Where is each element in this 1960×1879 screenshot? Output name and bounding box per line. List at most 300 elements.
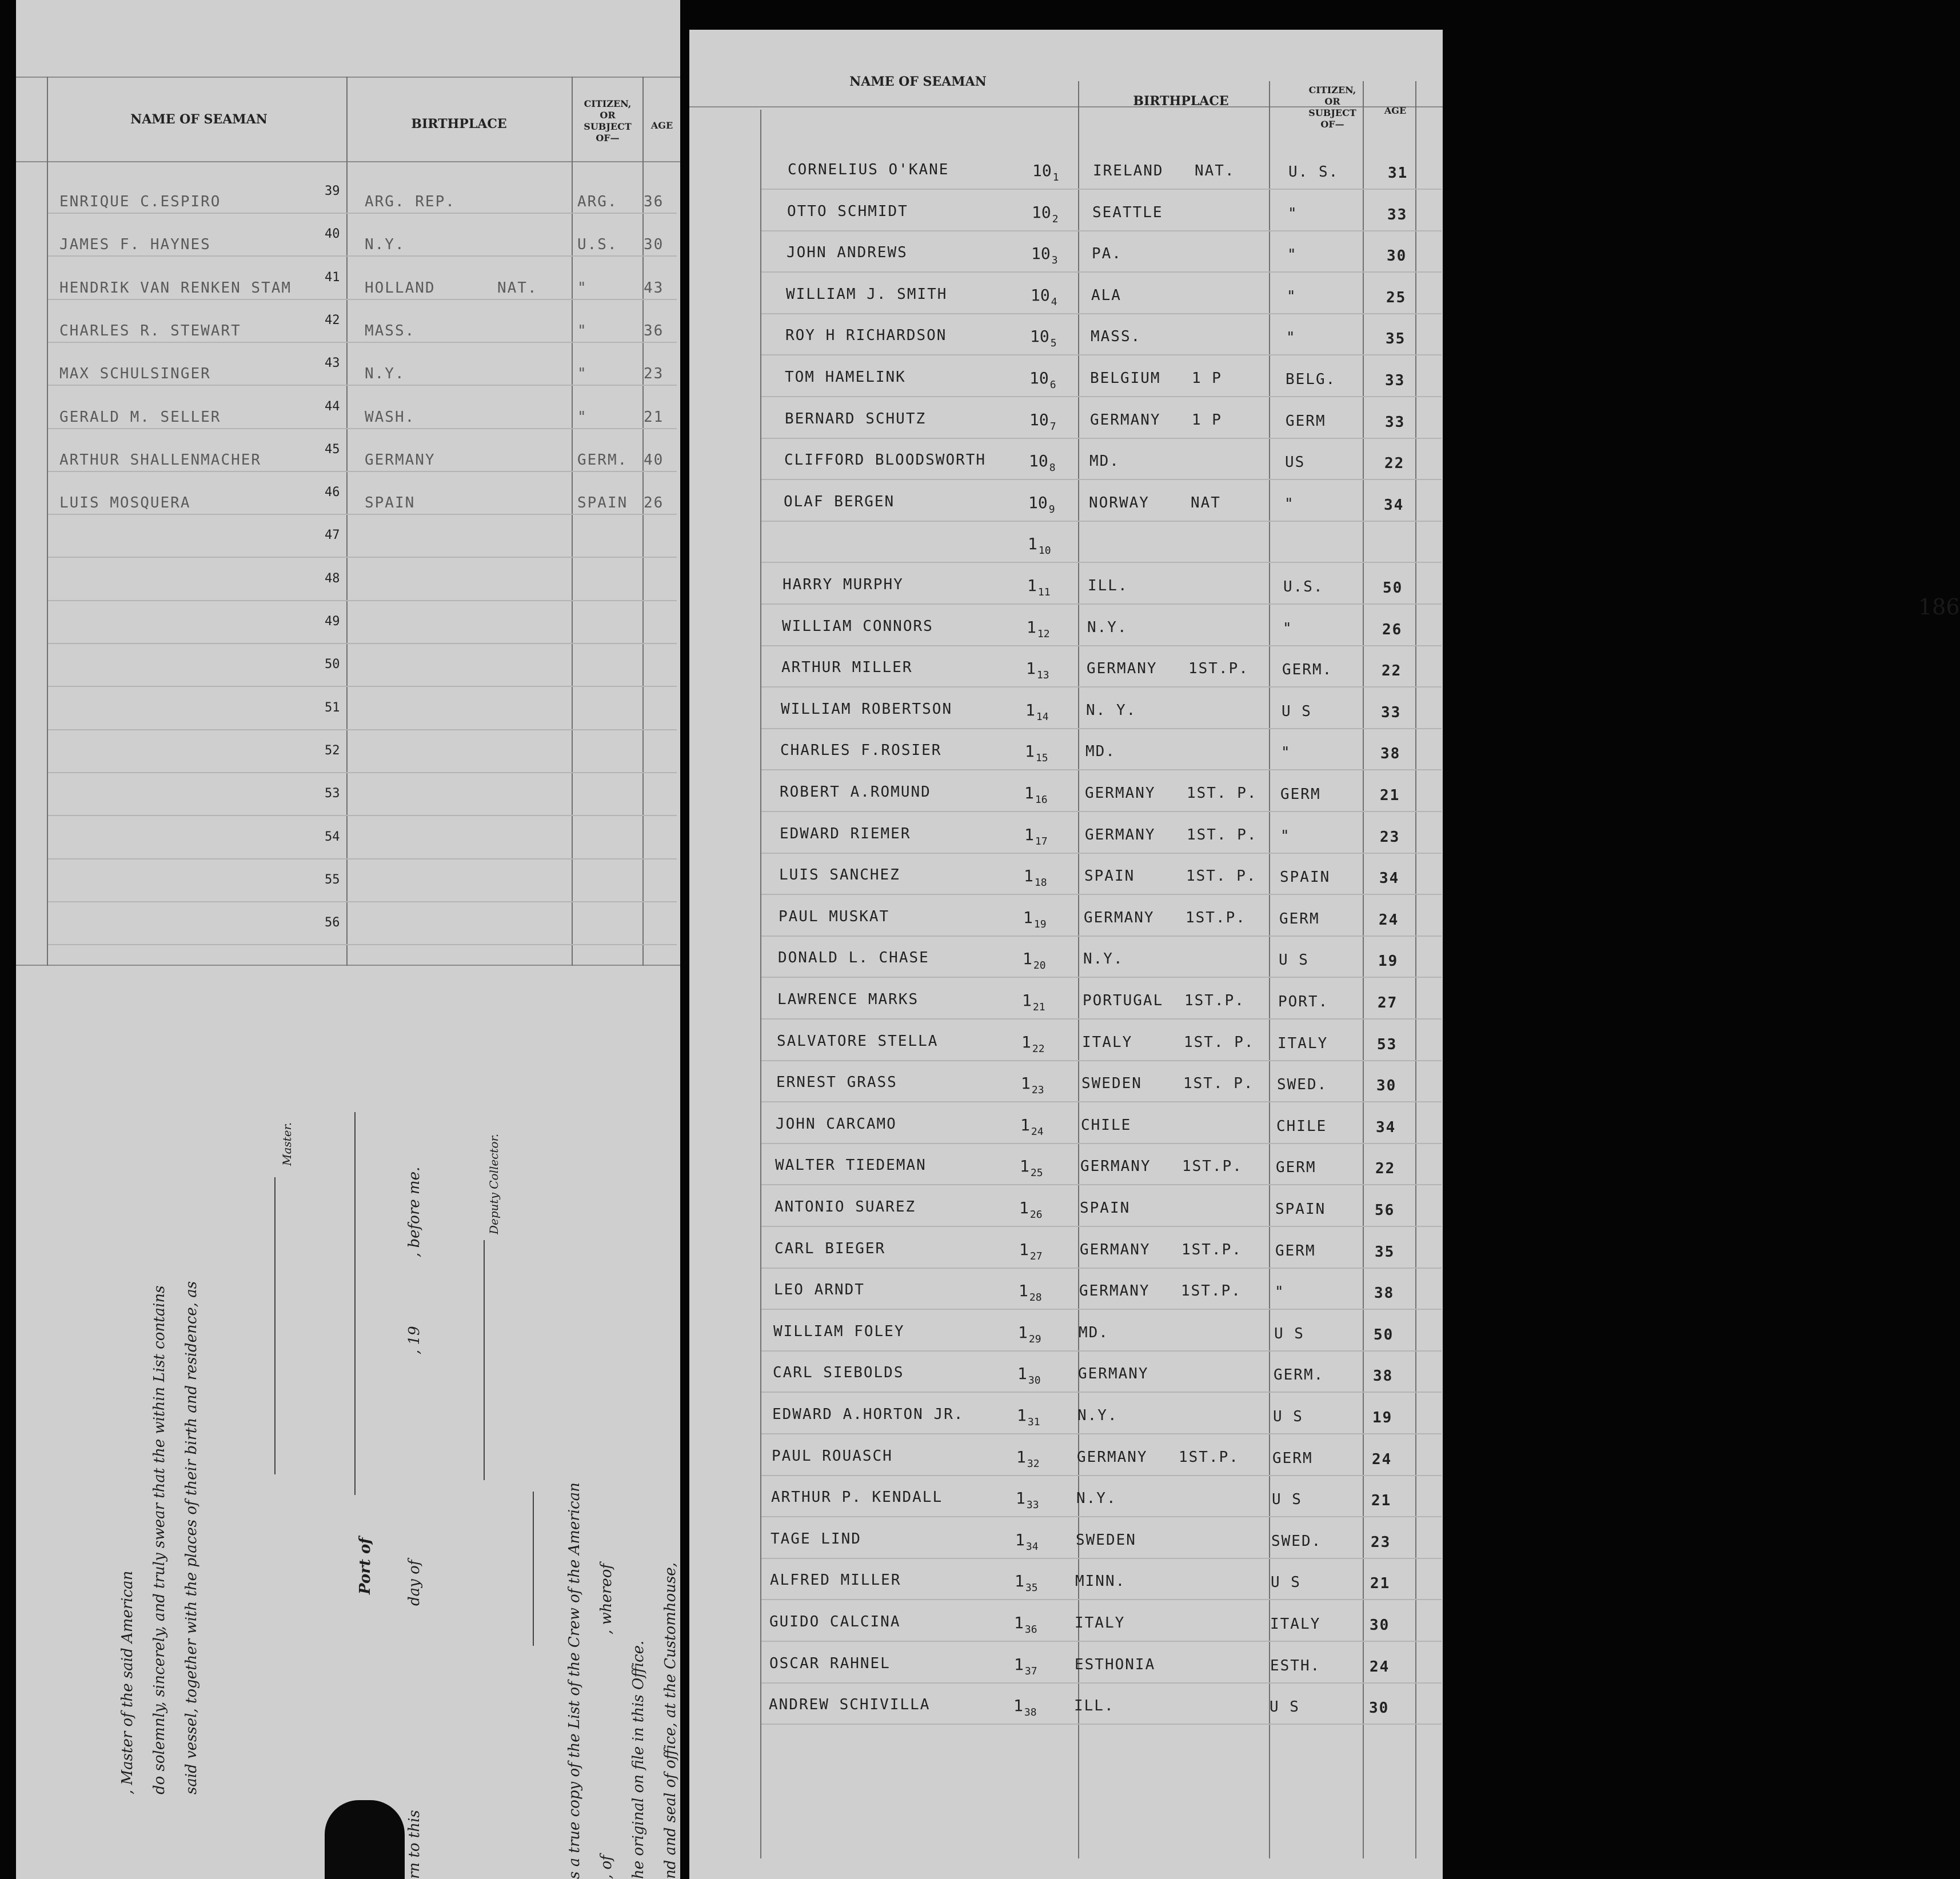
birthplace: ILL. — [1088, 577, 1128, 594]
citizen-of: " — [577, 409, 588, 426]
row-number-main: 1 — [1017, 1406, 1027, 1425]
citizen-of: " — [1287, 246, 1298, 263]
name-col-divider — [346, 77, 348, 966]
age: 30 — [1376, 1077, 1397, 1094]
birthplace: GERMANY — [1085, 826, 1156, 843]
row-number-main: 1 — [1025, 701, 1035, 719]
birthplace: CHILE — [1081, 1117, 1132, 1134]
row-number: 53 — [325, 786, 340, 801]
certify-line-4: nd and seal of office, at the Customhouse, — [662, 1562, 679, 1879]
age: 50 — [1383, 579, 1403, 597]
birthplace: ITALY — [1075, 1614, 1125, 1632]
age: 22 — [1384, 455, 1405, 472]
row-number — [1021, 1074, 1044, 1096]
birthplace: GERMANY — [1087, 660, 1157, 677]
deputy-signature-line — [484, 1240, 485, 1480]
master-label: Master. — [280, 1122, 294, 1166]
row-rule — [48, 901, 677, 902]
row-rule — [48, 944, 677, 945]
naturalization: NAT. — [497, 279, 538, 297]
naturalization: 1 P — [1192, 370, 1222, 387]
seaman-name: JOHN CARCAMO — [776, 1116, 897, 1133]
deputy-collector-label: Deputy Collector. — [487, 1133, 501, 1234]
row-number-main: 1 — [1024, 783, 1034, 802]
row-number-main: 10 — [1032, 203, 1051, 222]
birthplace: ILL. — [1074, 1697, 1115, 1714]
age: 33 — [1385, 414, 1406, 431]
row-rule — [761, 1599, 1442, 1600]
row-number — [1029, 369, 1056, 391]
row-rule — [761, 1018, 1442, 1020]
age: 26 — [644, 494, 664, 511]
row-number-sub: 29 — [1028, 1333, 1041, 1345]
row-number — [1030, 327, 1057, 349]
row-number-main: 1 — [1022, 991, 1032, 1010]
row-number-sub: 21 — [1032, 1001, 1045, 1013]
row-number — [1019, 1198, 1043, 1221]
row-number-main: 1 — [1017, 1364, 1027, 1383]
age: 19 — [1372, 1409, 1393, 1426]
birthplace: NORWAY — [1089, 494, 1149, 511]
row-rule — [761, 1392, 1442, 1393]
seaman-name: CLIFFORD BLOODSWORTH — [784, 451, 987, 469]
row-number-main: 1 — [1027, 618, 1036, 637]
seaman-name: ALFRED MILLER — [770, 1572, 901, 1589]
birthplace: MASS. — [1091, 328, 1141, 345]
row-number-main: 1 — [1027, 576, 1037, 595]
row-number-main: 10 — [1030, 327, 1049, 346]
row-number — [1015, 1530, 1039, 1553]
row-number — [1019, 1240, 1043, 1262]
row-number-sub: 36 — [1024, 1624, 1037, 1636]
row-rule — [48, 643, 677, 644]
row-number-main: 1 — [1016, 1489, 1025, 1508]
torn-edge — [325, 1800, 405, 1879]
row-number — [1014, 1613, 1037, 1636]
row-rule — [761, 521, 1442, 522]
seaman-name: TOM HAMELINK — [785, 369, 906, 386]
age: 23 — [1380, 829, 1400, 846]
row-number: 39 — [325, 184, 340, 198]
row-number: 46 — [325, 485, 340, 499]
naturalization: 1ST.P. — [1188, 660, 1249, 677]
row-rule — [48, 342, 677, 343]
citizen-of: U S — [1279, 952, 1309, 969]
citizen-of: " — [1287, 288, 1297, 305]
citizen-of: PORT. — [1278, 993, 1329, 1010]
row-number-main: 1 — [1023, 949, 1032, 968]
row-rule — [761, 1101, 1442, 1102]
citizen-of: U.S. — [577, 236, 618, 253]
right-citizen-header-l4: OF— — [1320, 119, 1344, 130]
seaman-name: ERNEST GRASS — [776, 1074, 897, 1091]
seaman-name: GUIDO CALCINA — [769, 1613, 901, 1630]
row-number: 50 — [325, 657, 340, 671]
row-rule — [761, 1350, 1442, 1352]
row-number — [1024, 783, 1048, 806]
certify-line-3: he original on file in this Office. — [630, 1640, 647, 1879]
row-number — [1025, 701, 1049, 723]
citizen-of: U S — [1271, 1574, 1301, 1591]
birthplace: BELGIUM — [1090, 370, 1161, 387]
birthplace: GERMANY — [1085, 785, 1156, 802]
birthplace: SPAIN — [1084, 867, 1135, 885]
row-number — [1031, 286, 1057, 308]
row-number: 54 — [325, 830, 340, 844]
row-number-sub: 3 — [1051, 254, 1058, 266]
row-number-sub: 11 — [1037, 586, 1051, 598]
row-number-sub: 30 — [1028, 1374, 1041, 1386]
row-number-sub: 32 — [1027, 1458, 1040, 1470]
year-label: , 19 — [406, 1326, 423, 1354]
oath-line-3: said vessel, together with the places of their birth and residence, as — [183, 1281, 200, 1794]
age: 30 — [1387, 247, 1407, 265]
row-number-main: 10 — [1029, 451, 1048, 470]
age: 24 — [1370, 1658, 1390, 1676]
seaman-name: DONALD L. CHASE — [778, 949, 929, 966]
seaman-name: ROBERT A.ROMUND — [780, 783, 931, 801]
row-rule — [761, 1433, 1442, 1434]
seaman-name: CORNELIUS O'KANE — [788, 161, 949, 178]
row-rule — [761, 313, 1442, 314]
seaman-name: WALTER TIEDEMAN — [775, 1157, 927, 1174]
citizen-of: ESTH. — [1270, 1657, 1321, 1674]
age: 19 — [1378, 953, 1399, 970]
row-rule — [761, 1060, 1442, 1061]
naturalization: 1ST.P. — [1184, 992, 1245, 1009]
naturalization: 1ST.P. — [1185, 909, 1246, 926]
row-rule — [48, 557, 677, 558]
row-rule — [761, 354, 1442, 355]
citizen-of: GERM — [1286, 413, 1326, 430]
birthplace: HOLLAND — [365, 279, 436, 297]
seaman-name: OTTO SCHMIDT — [787, 203, 908, 220]
row-rule — [761, 603, 1442, 605]
citizen-of: GERM. — [577, 451, 628, 469]
age: 24 — [1372, 1451, 1392, 1468]
row-number — [1024, 825, 1048, 847]
port-of-label: Port of — [357, 1537, 374, 1594]
seaman-name: WILLIAM FOLEY — [773, 1323, 905, 1340]
certify-line-1: s a true copy of the List of the Crew of the American — [566, 1482, 583, 1879]
row-number-sub: 4 — [1051, 296, 1057, 308]
seaman-name: WILLIAM ROBERTSON — [781, 701, 953, 718]
birthplace: N.Y. — [1077, 1407, 1118, 1424]
row-number-sub: 6 — [1049, 379, 1056, 391]
citizen-of: SPAIN — [577, 494, 628, 511]
citizen-of: U S — [1273, 1408, 1303, 1425]
row-number-sub: 7 — [1049, 421, 1056, 433]
seaman-name: OLAF BERGEN — [784, 493, 895, 510]
row-number — [1027, 618, 1050, 640]
birthplace: GERMANY — [1090, 411, 1161, 429]
seaman-name: JAMES F. HAYNES — [59, 236, 211, 253]
row-number-main: 1 — [1021, 1074, 1031, 1093]
row-number-sub: 10 — [1038, 545, 1051, 557]
birthplace: ESTHONIA — [1075, 1656, 1156, 1673]
row-number — [1024, 866, 1047, 889]
row-rule — [761, 1226, 1442, 1227]
citizen-of: U.S. — [1283, 578, 1324, 595]
age: 21 — [1380, 787, 1400, 804]
birthplace: GERMANY — [1080, 1241, 1151, 1258]
naturalization: 1 P — [1192, 411, 1222, 429]
citizen-of: U S — [1274, 1325, 1304, 1342]
right-left-border — [760, 110, 761, 1858]
row-number — [1032, 203, 1059, 225]
left-page — [16, 0, 680, 1879]
age: 33 — [1385, 372, 1406, 389]
row-number — [1029, 451, 1056, 474]
birthplace: PA. — [1092, 245, 1122, 262]
row-number-main: 10 — [1029, 410, 1049, 429]
row-rule — [48, 686, 677, 687]
age: 26 — [1382, 621, 1403, 638]
seaman-name: LAWRENCE MARKS — [777, 991, 919, 1008]
seaman-name: GERALD M. SELLER — [59, 409, 221, 426]
right-citizen-col-divider — [1363, 81, 1364, 1858]
seaman-name: CHARLES R. STEWART — [59, 322, 241, 339]
row-number — [1020, 1116, 1044, 1138]
row-number-main: 1 — [1020, 1116, 1030, 1134]
row-number — [1031, 244, 1058, 266]
seaman-name: JOHN ANDREWS — [787, 244, 908, 261]
right-age-col-divider — [1415, 81, 1416, 1858]
row-number-sub: 12 — [1037, 628, 1050, 640]
age: 30 — [1370, 1617, 1390, 1634]
naturalization: 1ST. P. — [1183, 1075, 1254, 1092]
row-number-main: 1 — [1015, 1530, 1025, 1549]
row-number-main: 1 — [1024, 825, 1034, 844]
seaman-name: ARTHUR SHALLENMACHER — [59, 451, 262, 469]
citizen-of: SWED. — [1277, 1076, 1328, 1093]
citizen-of: " — [1280, 827, 1291, 845]
citizen-of: GERM — [1276, 1159, 1316, 1176]
citizen-header-l2: OR — [600, 110, 616, 121]
age: 23 — [644, 365, 664, 382]
row-rule — [48, 299, 677, 300]
row-number-sub: 19 — [1033, 918, 1047, 930]
row-rule — [761, 1641, 1442, 1642]
naturalization: 1ST.P. — [1179, 1449, 1239, 1466]
seaman-name: EDWARD A.HORTON JR. — [772, 1406, 964, 1423]
row-number — [1026, 659, 1049, 681]
seaman-name: ANTONIO SUAREZ — [775, 1198, 916, 1216]
age: 33 — [1387, 206, 1408, 223]
row-number: 44 — [325, 399, 340, 414]
naturalization: 1ST.P. — [1181, 1241, 1242, 1258]
row-rule — [48, 815, 677, 816]
birthplace-header: BIRTHPLACE — [411, 117, 507, 131]
birthplace: MASS. — [365, 322, 416, 339]
row-rule — [761, 1143, 1442, 1144]
right-citizen-header-l1: CITIZEN, — [1308, 85, 1356, 95]
birthplace: GERMANY — [1078, 1365, 1149, 1382]
seaman-name: LEO ARNDT — [774, 1281, 865, 1298]
row-rule — [761, 1184, 1442, 1185]
row-number — [1020, 1157, 1043, 1179]
citizen-of: U S — [1270, 1698, 1300, 1716]
age: 35 — [1375, 1244, 1395, 1261]
birthplace: MD. — [1085, 743, 1116, 760]
row-number-sub: 31 — [1027, 1416, 1040, 1428]
seaman-name: HENDRIK VAN RENKEN STAM — [59, 279, 292, 297]
row-number — [1014, 1655, 1037, 1677]
birthplace: ALA — [1091, 287, 1121, 304]
row-rule — [761, 977, 1442, 978]
birthplace: ARG. REP. — [365, 193, 456, 210]
row-number: 43 — [325, 356, 340, 370]
right-citizen-header — [1301, 85, 1364, 130]
row-number-sub: 23 — [1031, 1084, 1044, 1096]
row-number — [1018, 1323, 1041, 1345]
naturalization: 1ST. P. — [1186, 867, 1257, 885]
naturalization: 1ST. P. — [1187, 785, 1258, 802]
row-number — [1017, 1406, 1040, 1428]
row-number-sub: 18 — [1034, 877, 1047, 889]
row-number — [1016, 1448, 1040, 1470]
row-rule — [761, 769, 1442, 770]
row-rule — [761, 479, 1442, 480]
row-number — [1022, 991, 1045, 1013]
row-rule — [761, 396, 1442, 397]
left-border — [47, 77, 48, 966]
row-number-main: 10 — [1029, 369, 1049, 387]
row-number: 40 — [325, 227, 340, 241]
sworn-label: rn to this — [406, 1810, 423, 1879]
right-name-header: NAME OF SEAMAN — [849, 74, 987, 89]
birthplace: SPAIN — [1080, 1200, 1131, 1217]
citizen-of: GERM — [1272, 1450, 1313, 1467]
row-number-main: 1 — [1024, 866, 1033, 885]
naturalization: 1ST. P. — [1184, 1034, 1255, 1051]
row-rule — [48, 255, 677, 257]
age: 36 — [644, 193, 664, 210]
seaman-name: CARL SIEBOLDS — [773, 1364, 904, 1381]
seaman-name: ENRIQUE C.ESPIRO — [59, 193, 221, 210]
birthplace: N.Y. — [1076, 1490, 1117, 1507]
age: 34 — [1379, 870, 1400, 887]
row-number: 51 — [325, 701, 340, 715]
age: 24 — [1379, 911, 1399, 929]
port-line — [354, 1112, 356, 1495]
row-rule — [761, 438, 1442, 439]
citizen-of: SWED. — [1271, 1533, 1322, 1550]
naturalization: NAT. — [1195, 162, 1235, 179]
age: 53 — [1377, 1036, 1398, 1053]
citizen-of: " — [577, 322, 588, 339]
row-rule — [761, 1724, 1442, 1725]
right-name-col-divider — [1078, 81, 1079, 1858]
seaman-name: WILLIAM CONNORS — [782, 618, 933, 635]
birthplace: GERMANY — [1084, 909, 1155, 926]
row-number: 41 — [325, 270, 340, 285]
row-number: 48 — [325, 571, 340, 586]
row-number-sub: 15 — [1035, 752, 1048, 764]
seaman-name: OSCAR RAHNEL — [769, 1655, 891, 1672]
seaman-name: MAX SCHULSINGER — [59, 365, 211, 382]
row-rule — [48, 428, 677, 429]
age: 35 — [1386, 330, 1406, 347]
age: 22 — [1375, 1160, 1396, 1177]
before-me-label: , before me. — [406, 1166, 423, 1257]
birthplace: MD. — [1079, 1324, 1109, 1341]
row-number-sub: 38 — [1024, 1706, 1037, 1718]
citizen-header-l3: SUBJECT — [584, 121, 632, 132]
birthplace: SEATTLE — [1092, 204, 1163, 221]
row-number-sub: 33 — [1026, 1499, 1039, 1511]
row-rule — [48, 772, 677, 773]
row-number-main: 1 — [1015, 1572, 1024, 1590]
seaman-name: ROY H RICHARDSON — [785, 327, 947, 344]
citizen-of: " — [1286, 329, 1296, 346]
citizen-of: ARG. — [577, 193, 618, 210]
birthplace: GERMANY — [1077, 1449, 1148, 1466]
age: 21 — [1370, 1575, 1391, 1592]
right-birthplace-header: BIRTHPLACE — [1133, 94, 1229, 109]
citizen-of: GERM. — [1282, 661, 1333, 678]
row-number-main: 1 — [1013, 1696, 1023, 1715]
citizen-of: BELG. — [1286, 371, 1336, 388]
row-number-sub: 17 — [1035, 835, 1048, 847]
row-number — [1013, 1696, 1037, 1718]
naturalization: 1ST.P. — [1182, 1158, 1243, 1175]
row-number-main: 1 — [1023, 908, 1033, 927]
birthplace: N.Y. — [1083, 950, 1124, 968]
citizen-of: US — [1285, 454, 1306, 471]
birthplace: SWEDEN — [1081, 1075, 1142, 1092]
row-rule — [761, 1309, 1442, 1310]
seaman-name: WILLIAM J. SMITH — [786, 286, 948, 303]
seaman-name: ARTHUR P. KENDALL — [771, 1489, 943, 1506]
row-number-main: 10 — [1032, 161, 1052, 180]
age: 31 — [1388, 165, 1408, 182]
age: 36 — [644, 322, 664, 339]
whereof-label: , whereof — [598, 1563, 615, 1634]
citizen-of: " — [577, 279, 588, 297]
row-number — [1028, 493, 1055, 515]
row-rule — [761, 853, 1442, 854]
table-bottom-rule — [16, 965, 680, 966]
birthplace: N.Y. — [365, 365, 405, 382]
seaman-name: PAUL ROUASCH — [772, 1448, 893, 1465]
seaman-name: SALVATORE STELLA — [777, 1033, 939, 1050]
birthplace-col-divider — [572, 77, 573, 966]
citizen-of: " — [1275, 1284, 1285, 1301]
header-top-rule — [16, 77, 680, 78]
age: 34 — [1384, 497, 1404, 514]
row-number-main: 1 — [1016, 1448, 1026, 1466]
birthplace: ITALY — [1082, 1034, 1133, 1051]
seaman-name: PAUL MUSKAT — [779, 908, 890, 925]
row-number-main: 1 — [1018, 1323, 1028, 1342]
age: 40 — [644, 451, 664, 469]
age: 43 — [644, 279, 664, 297]
citizen-of: GERM — [1280, 786, 1321, 803]
birthplace: GERMANY — [365, 451, 436, 469]
row-number-main: 10 — [1031, 244, 1051, 263]
row-number-sub: 13 — [1036, 669, 1049, 681]
row-number-sub: 27 — [1029, 1250, 1043, 1262]
row-rule — [48, 600, 677, 601]
naturalization: 1ST.P. — [1181, 1282, 1242, 1300]
name-header: NAME OF SEAMAN — [130, 112, 268, 127]
age: 33 — [1381, 704, 1402, 721]
row-number-sub: 24 — [1031, 1126, 1044, 1138]
seaman-name: HARRY MURPHY — [783, 576, 904, 593]
row-number-sub: 22 — [1032, 1043, 1045, 1055]
citizen-of: U. S. — [1288, 163, 1339, 181]
